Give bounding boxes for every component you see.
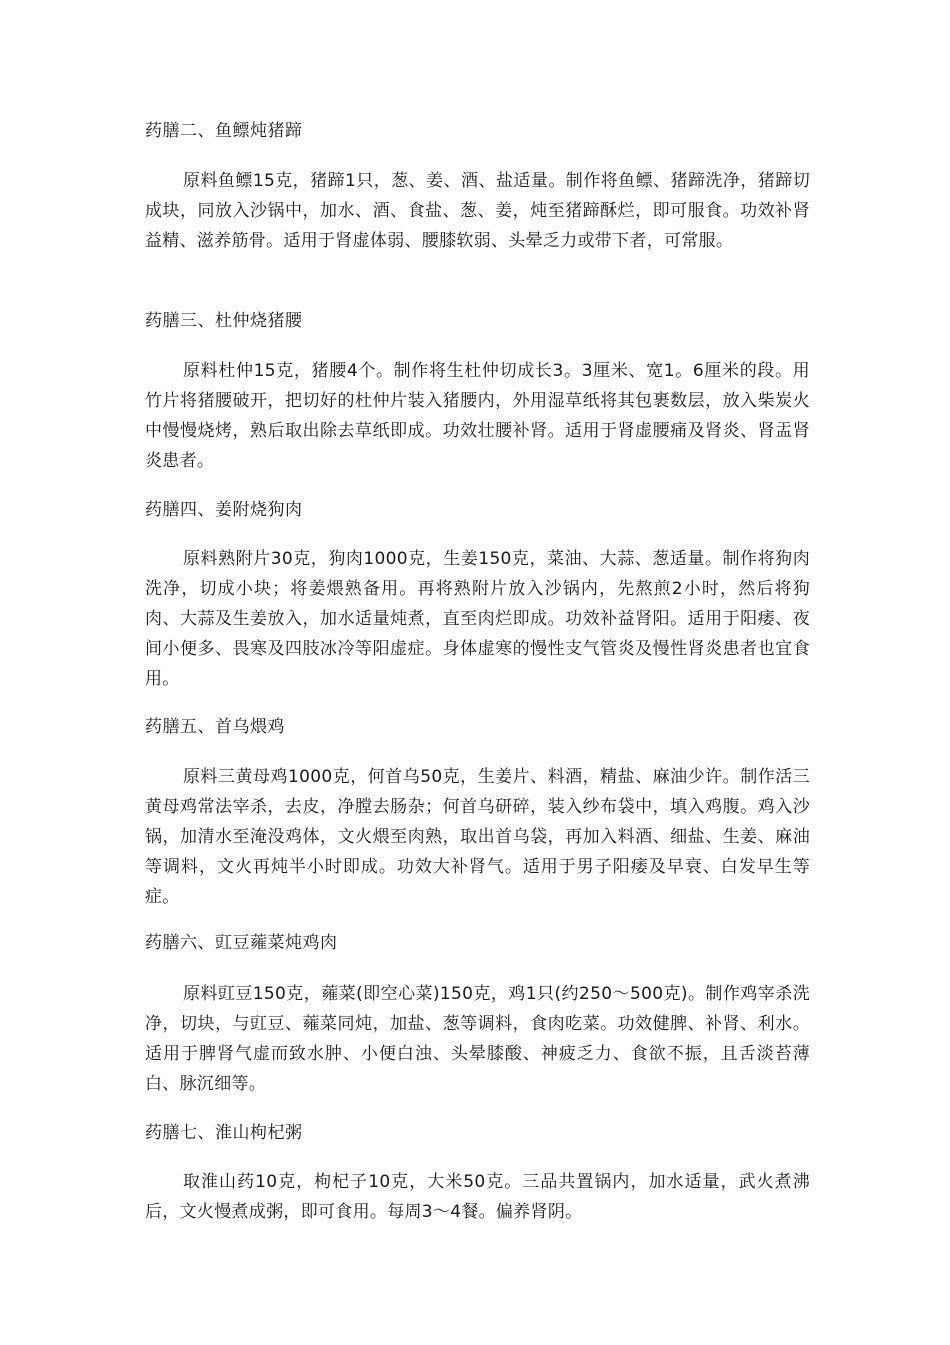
recipe-title-2: 药膳二、鱼鳔炖猪蹄 (145, 121, 303, 141)
recipe-title-5: 药膳五、首乌煨鸡 (145, 717, 285, 737)
recipe-title-6: 药膳六、豇豆蕹菜炖鸡肉 (145, 933, 338, 953)
recipe-body-4: 原料熟附片30克，狗肉1000克，生姜150克，菜油、大蒜、葱适量。制作将狗肉洗净，切成小块；将姜煨熟备用。再将熟附片放入沙锅内，先熬煎2小时，然后将狗肉、大蒜及生姜放入，加水适量炖煮，直至肉烂即成。功效补益肾阳。适用于阳痿、夜间小便多、畏寒及四肢冰冷等阳虚症。身体虚寒的慢性支气管炎及慢性肾炎患者也宜食用。 (145, 549, 810, 689)
recipe-title-4: 药膳四、姜附烧狗肉 (145, 500, 303, 520)
recipe-body-7: 取淮山药10克，枸杞子10克，大米50克。三品共置锅内，加水适量，武火煮沸后，文火慢煮成粥，即可食用。每周3～4餐。偏养肾阴。 (145, 1172, 810, 1222)
recipe-title-3: 药膳三、杜仲烧猪腰 (145, 311, 303, 331)
recipe-body-6: 原料豇豆150克，蕹菜(即空心菜)150克，鸡1只(约250～500克)。制作鸡宰杀洗净，切块，与豇豆、蕹菜同炖，加盐、葱等调料，食肉吃菜。功效健脾、补肾、利水。适用于脾肾气虚而致水肿、小便白浊、头晕膝酸、神疲乏力、食欲不振，且舌淡苔薄白、脉沉细等。 (145, 984, 810, 1094)
recipe-body-2: 原料鱼鳔15克，猪蹄1只，葱、姜、酒、盐适量。制作将鱼鳔、猪蹄洗净，猪蹄切成块，同放入沙锅中，加水、酒、食盐、葱、姜，炖至猪蹄酥烂，即可服食。功效补肾益精、滋养筋骨。适用于肾虚体弱、腰膝软弱、头晕乏力或带下者，可常服。 (145, 171, 810, 251)
recipe-body-5: 原料三黄母鸡1000克，何首乌50克，生姜片、料酒，精盐、麻油少许。制作活三黄母鸡常法宰杀，去皮，净膛去肠杂；何首乌研碎，装入纱布袋中，填入鸡腹。鸡入沙锅，加清水至淹没鸡体，文火煨至肉熟，取出首乌袋，再加入料酒、细盐、生姜、麻油等调料，文火再炖半小时即成。功效大补肾气。适用于男子阳痿及早衰、白发早生等症。 (145, 767, 810, 907)
recipe-body-3: 原料杜仲15克，猪腰4个。制作将生杜仲切成长3。3厘米、宽1。6厘米的段。用竹片将猪腰破开，把切好的杜仲片装入猪腰内，外用湿草纸将其包裹数层，放入柴炭火中慢慢烧烤，熟后取出除去草纸即成。功效壮腰补肾。适用于肾虚腰痛及肾炎、肾盂肾炎患者。 (145, 361, 810, 471)
recipe-title-7: 药膳七、淮山枸杞粥 (145, 1123, 303, 1143)
